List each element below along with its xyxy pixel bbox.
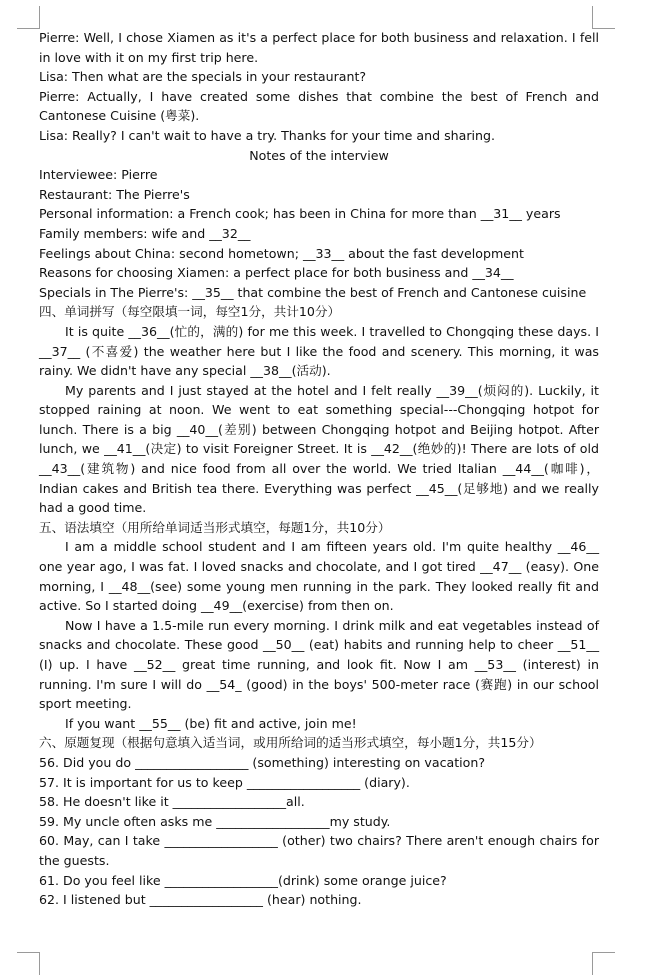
question-item: 59. My uncle often asks me __________________my study. (39, 813, 391, 829)
notes-line: Feelings about China: second hometown; __33__ about the fast development (39, 245, 524, 261)
notes-line: Reasons for choosing Xiamen: a perfect place for both business and __34__ (39, 265, 514, 281)
question-item: 56. Did you do __________________ (something) interesting on vacation? (39, 754, 486, 770)
dialogue-line: Pierre: Actually, I have created some dishes that combine the best of French and Cantonese Cuisine (粤菜). (39, 88, 599, 124)
crop-mark-bottom-left (17, 952, 40, 975)
notes-line: Family members: wife and __32__ (39, 225, 251, 241)
notes-line: Restaurant: The Pierre's (39, 186, 190, 202)
passage-paragraph: If you want __55__ (be) fit and active, join me! (65, 715, 357, 731)
passage-paragraph: Now I have a 1.5-mile run every morning. I drink milk and eat vegetables instead of snacks and chocolate. These good __50__ (eat) habits and running help to cheer __51__ (I) up. I have __52__ great time running, and look fit. Now I am __53__ (interest) in running. I'm sure I will do __54_ (good) in the boys' 500-meter race (赛跑) in our school sport meeting. (39, 617, 599, 712)
document-page (39, 28, 599, 910)
passage-paragraph: I am a middle school student and I am fifteen years old. I'm quite healthy __46__ one year ago, I was fat. I loved snacks and chocolate, and I got tired __47__ (easy). One morning, I __48__(see) some young men running in the park. They looked really fit and active. So I started doing __49__(exercise) from then on. (39, 539, 599, 614)
notes-line: Personal information: a French cook; has been in China for more than __31__ years (39, 206, 561, 222)
dialogue-line: Lisa: Then what are the specials in your restaurant? (39, 69, 367, 85)
section-heading: 四、单词拼写（每空限填一词，每空1分，共计10分） (39, 304, 341, 320)
passage-paragraph: My parents and I just stayed at the hotel and I felt really __39__(烦闷的). Luckily, it stopped raining at noon. We went to eat something special---Chongqing hotpot for lunch. There is a big __40__(差别) between Chongqing hotpot and Beijing hotpot. After lunch, we __41__(决定) to visit Foreigner Street. It is __42__(绝妙的)! There are lots of old __43__(建筑物) and nice food from all over the world. We tried Italian __44__(咖啡)，Indian cakes and British tea there. Everything was perfect __45__(足够地) and we really had a good time. (39, 382, 599, 516)
crop-mark-top-left (17, 6, 40, 29)
section-heading: 六、原题复现（根据句意填入适当词，或用所给词的适当形式填空，每小题1分，共15分） (39, 735, 542, 751)
dialogue-line: Pierre: Well, I chose Xiamen as it's a perfect place for both business and relaxation. I fell in love with it on my first trip here. (39, 30, 599, 65)
question-item: 62. I listened but __________________ (hear) nothing. (39, 892, 362, 908)
question-item: 58. He doesn't like it __________________all. (39, 794, 305, 810)
notes-title: Notes of the interview (249, 147, 389, 163)
crop-mark-bottom-right (592, 952, 615, 975)
question-item: 60. May, can I take __________________ (other) two chairs? There aren't enough chairs for the guests. (39, 833, 599, 868)
crop-mark-top-right (592, 6, 615, 29)
section-heading: 五、语法填空（用所给单词适当形式填空，每题1分，共10分） (39, 519, 391, 535)
notes-line: Specials in The Pierre's: __35__ that combine the best of French and Cantonese cuisine (39, 284, 587, 300)
dialogue-line: Lisa: Really? I can't wait to have a try. Thanks for your time and sharing. (39, 127, 496, 143)
question-item: 61. Do you feel like __________________(drink) some orange juice? (39, 872, 447, 888)
question-item: 57. It is important for us to keep __________________ (diary). (39, 774, 410, 790)
notes-line: Interviewee: Pierre (39, 167, 158, 183)
passage-paragraph: It is quite __36__(忙的，满的) for me this week. I travelled to Chongqing these days. I __37__ (不喜爱) the weather here but I like the food and scenery. This morning, it was rainy. We didn't have any special __38__(活动). (39, 323, 599, 379)
